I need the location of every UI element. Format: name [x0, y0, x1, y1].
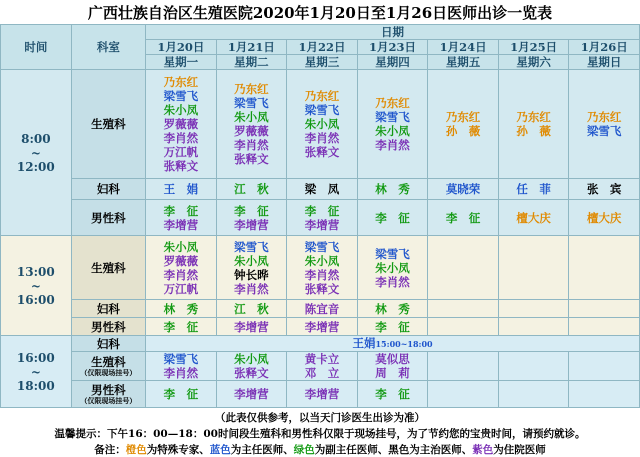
- slot-end: 12:00: [16, 159, 55, 174]
- schedule-cell: [216, 352, 287, 381]
- doctor-name: 朱小凤: [375, 124, 410, 138]
- schedule-cell: [498, 300, 569, 318]
- doctor-name: 张释文: [234, 366, 269, 380]
- doctor-name: 张释文: [304, 281, 340, 296]
- doctor-name: 朱小凤: [163, 239, 199, 254]
- doctor-name: 乃东红: [163, 75, 199, 89]
- schedule-cell: [287, 70, 358, 179]
- schedule-cell: [569, 70, 640, 179]
- day-weekday: 星期五: [428, 55, 499, 70]
- legend-color-word: 黑色: [388, 444, 410, 456]
- doctor-name: 梁雪飞: [375, 110, 410, 124]
- doctor-name: 林 秀: [375, 301, 410, 316]
- schedule-cell: [216, 236, 287, 300]
- doctor-name: 李增营: [234, 217, 269, 232]
- doctor-name: 乃东红: [375, 96, 410, 110]
- day-weekday: 星期二: [216, 55, 287, 70]
- day-weekday: 星期日: [569, 55, 640, 70]
- doctor-name: 林 秀: [375, 182, 410, 196]
- doctor-name: 梁雪飞: [163, 89, 199, 103]
- schedule-cell: [428, 236, 499, 300]
- schedule-cell: [357, 179, 428, 200]
- doctor-name: 梁雪飞: [586, 124, 622, 138]
- doctor-name: 李 征: [445, 210, 481, 225]
- schedule-cell: [357, 236, 428, 300]
- doctor-name: 万江帆: [163, 281, 199, 296]
- schedule-cell: [498, 381, 569, 408]
- doctor-name: 李增营: [304, 319, 340, 334]
- schedule-cell: [357, 200, 428, 236]
- doctor-name: 江 秋: [234, 301, 269, 316]
- legend-desc: 为主治医师、: [409, 444, 473, 456]
- doctor-name: 梁雪飞: [163, 352, 199, 366]
- schedule-cell: [428, 70, 499, 179]
- slot-end: 18:00: [16, 378, 55, 393]
- schedule-cell: [569, 236, 640, 300]
- legend-desc: 为住院医师: [493, 444, 546, 456]
- header-date: 日期: [146, 25, 640, 40]
- doctor-name: 张释文: [234, 152, 269, 166]
- walkin-note: （仅限现场挂号）: [80, 368, 137, 377]
- doctor-name: 乃东红: [516, 110, 551, 124]
- doctor-name: 王 娟: [163, 182, 199, 196]
- day-weekday: 星期六: [498, 55, 569, 70]
- doctor-name: 王娟: [352, 336, 376, 350]
- doctor-name: 林 秀: [163, 301, 199, 316]
- day-date: 1月25日: [498, 40, 569, 55]
- schedule-cell: [216, 300, 287, 318]
- schedule-cell: [569, 352, 640, 381]
- doctor-name: 乃东红: [445, 110, 481, 124]
- dept-gynecology: 妇科: [71, 179, 145, 200]
- schedule-cell: [216, 381, 287, 408]
- schedule-cell: [146, 200, 217, 236]
- doctor-name: 江 秋: [234, 182, 269, 196]
- doctor-name: 孙 薇: [516, 124, 551, 138]
- schedule-cell: [357, 352, 428, 381]
- doctor-name: 李肖然: [375, 138, 410, 152]
- span-time: 15:00~18:00: [375, 339, 433, 349]
- doctor-name: 朱小凤: [234, 110, 269, 124]
- doctor-name: 李肖然: [304, 267, 340, 282]
- doctor-name: 李增营: [163, 217, 199, 232]
- doctor-name: 乃东红: [304, 89, 340, 103]
- legend-desc: 为特殊专家、: [146, 444, 210, 456]
- schedule-cell: [569, 300, 640, 318]
- dept-reproductive: 生殖科: [71, 236, 145, 300]
- doctor-name: 黄卡立: [304, 352, 340, 366]
- doctor-name: 李增营: [234, 387, 269, 401]
- schedule-cell: [357, 381, 428, 408]
- walkin-note: （仅限现场挂号）: [80, 396, 137, 405]
- schedule-cell: [428, 179, 499, 200]
- schedule-cell: [146, 70, 217, 179]
- doctor-name: 梁雪飞: [234, 96, 269, 110]
- schedule-table: [0, 24, 640, 408]
- doctor-name: 钟长晔: [234, 267, 269, 282]
- slot-sep: ~: [30, 364, 41, 379]
- slot-end: 16:00: [16, 292, 55, 307]
- doctor-name: 任 菲: [516, 182, 551, 196]
- schedule-cell: [498, 352, 569, 381]
- schedule-cell: [498, 179, 569, 200]
- doctor-name: 乃东红: [586, 110, 622, 124]
- doctor-name: 李 征: [163, 203, 199, 218]
- day-date: 1月21日: [216, 40, 287, 55]
- doctor-name: 周 莉: [375, 366, 410, 380]
- evening-gynecology-span: [146, 336, 640, 352]
- schedule-cell: [287, 179, 358, 200]
- legend-color-word: 蓝色: [209, 444, 231, 456]
- schedule-cell: [216, 200, 287, 236]
- doctor-name: 邓 立: [304, 366, 340, 380]
- day-date: 1月20日: [146, 40, 217, 55]
- dept-andrology: 男性科 （仅限现场挂号）: [71, 381, 145, 408]
- time-slot-morning: [1, 70, 72, 236]
- header-time: 时间: [1, 25, 72, 70]
- schedule-cell: [146, 381, 217, 408]
- day-date: 1月23日: [357, 40, 428, 55]
- day-date: 1月26日: [569, 40, 640, 55]
- slot-start: 8:00: [21, 131, 51, 146]
- doctor-name: 李增营: [304, 217, 340, 232]
- doctor-name: 梁雪飞: [375, 246, 410, 261]
- legend-desc: 为副主任医师、: [314, 444, 389, 456]
- doctor-name: 李 征: [375, 319, 410, 334]
- schedule-cell: [498, 318, 569, 336]
- legend-color-word: 橙色: [125, 444, 147, 456]
- schedule-cell: [428, 352, 499, 381]
- schedule-cell: [428, 381, 499, 408]
- schedule-cell: [287, 300, 358, 318]
- doctor-name: 梁雪飞: [304, 239, 340, 254]
- color-legend: [0, 442, 640, 457]
- legend-prefix: 备注：: [94, 444, 126, 456]
- doctor-name: 李 征: [375, 387, 410, 401]
- doctor-name: 李肖然: [163, 267, 199, 282]
- slot-start: 16:00: [16, 350, 55, 365]
- doctor-name: 梁雪飞: [234, 239, 269, 254]
- schedule-cell: [287, 352, 358, 381]
- schedule-cell: [569, 318, 640, 336]
- slot-sep: ~: [30, 145, 41, 160]
- header-dept: 科室: [71, 25, 145, 70]
- doctor-name: 朱小凤: [234, 352, 269, 366]
- schedule-cell: [287, 381, 358, 408]
- doctor-name: 梁雪飞: [304, 103, 340, 117]
- schedule-cell: [498, 236, 569, 300]
- legend-color-word: 绿色: [293, 444, 315, 456]
- schedule-cell: [146, 352, 217, 381]
- dept-gynecology: 妇科: [71, 336, 145, 352]
- doctor-name: 张释文: [304, 145, 340, 159]
- schedule-cell: [428, 318, 499, 336]
- doctor-name: 梁 凤: [304, 182, 340, 196]
- doctor-name: 李肖然: [234, 138, 269, 152]
- time-slot-afternoon: [1, 236, 72, 336]
- dept-andrology: 男性科: [71, 318, 145, 336]
- doctor-name: 李 征: [163, 319, 199, 334]
- doctor-name: 李 征: [234, 203, 269, 218]
- doctor-name: 李 征: [163, 387, 199, 401]
- doctor-name: 檀大庆: [586, 210, 622, 225]
- schedule-cell: [146, 236, 217, 300]
- doctor-name: 李增营: [234, 319, 269, 334]
- schedule-cell: [146, 179, 217, 200]
- doctor-name: 罗薇薇: [163, 117, 199, 131]
- doctor-name: 万江帆: [163, 145, 199, 159]
- slot-start: 13:00: [16, 264, 55, 279]
- doctor-name: 李肖然: [375, 274, 410, 289]
- doctor-name: 莫似思: [375, 352, 410, 366]
- day-date: 1月24日: [428, 40, 499, 55]
- doctor-name: 李增营: [304, 387, 340, 401]
- schedule-cell: [216, 179, 287, 200]
- schedule-cell: [287, 200, 358, 236]
- schedule-cell: [146, 318, 217, 336]
- doctor-name: 张释文: [163, 159, 199, 173]
- schedule-cell: [498, 200, 569, 236]
- doctor-name: 罗薇薇: [234, 124, 269, 138]
- reminder: 温馨提示：下午16：00—18：00时间段生殖科和男性科仅限于现场挂号，为了节约您的宝贵时间，请预约就诊。: [54, 428, 586, 440]
- schedule-cell: [569, 381, 640, 408]
- doctor-name: 李肖然: [304, 131, 340, 145]
- day-date: 1月22日: [287, 40, 358, 55]
- doctor-name: 李 征: [304, 203, 340, 218]
- page-title: 广西壮族自治区生殖医院2020年1月20日至1月26日医师出诊一览表: [87, 4, 553, 22]
- schedule-cell: [287, 236, 358, 300]
- schedule-cell: [569, 179, 640, 200]
- dept-gynecology: 妇科: [71, 300, 145, 318]
- dept-andrology: 男性科: [71, 200, 145, 236]
- doctor-name: 孙 薇: [445, 124, 481, 138]
- doctor-name: 朱小凤: [304, 117, 340, 131]
- doctor-name: 檀大庆: [516, 210, 551, 225]
- dept-reproductive: 生殖科: [71, 70, 145, 179]
- day-weekday: 星期三: [287, 55, 358, 70]
- doctor-name: 陈宜音: [304, 301, 340, 316]
- doctor-name: 朱小凤: [163, 103, 199, 117]
- schedule-cell: [357, 318, 428, 336]
- doctor-name: 李肖然: [234, 281, 269, 296]
- schedule-cell: [498, 70, 569, 179]
- doctor-name: 李肖然: [163, 131, 199, 145]
- doctor-name: 朱小凤: [304, 253, 340, 268]
- schedule-cell: [357, 300, 428, 318]
- schedule-cell: [569, 200, 640, 236]
- schedule-cell: [216, 318, 287, 336]
- schedule-cell: [428, 200, 499, 236]
- slot-sep: ~: [30, 278, 41, 293]
- schedule-cell: [428, 300, 499, 318]
- schedule-cell: [146, 300, 217, 318]
- time-slot-evening: [1, 336, 72, 408]
- doctor-name: 李肖然: [163, 366, 199, 380]
- schedule-cell: [357, 70, 428, 179]
- disclaimer: （此表仅供参考，以当天门诊医生出诊为准）: [215, 412, 425, 424]
- day-weekday: 星期一: [146, 55, 217, 70]
- schedule-cell: [287, 318, 358, 336]
- doctor-name: 张 宾: [586, 182, 622, 196]
- legend-desc: 为主任医师、: [230, 444, 294, 456]
- dept-reproductive: 生殖科 （仅限现场挂号）: [71, 352, 145, 381]
- day-weekday: 星期四: [357, 55, 428, 70]
- doctor-name: 罗薇薇: [163, 253, 199, 268]
- schedule-cell: [216, 70, 287, 179]
- doctor-name: 朱小凤: [234, 253, 269, 268]
- doctor-name: 朱小凤: [375, 260, 410, 275]
- legend-color-word: 紫色: [472, 444, 494, 456]
- doctor-name: 李 征: [375, 210, 410, 225]
- doctor-name: 乃东红: [234, 82, 269, 96]
- doctor-name: 莫晓荣: [445, 182, 481, 196]
